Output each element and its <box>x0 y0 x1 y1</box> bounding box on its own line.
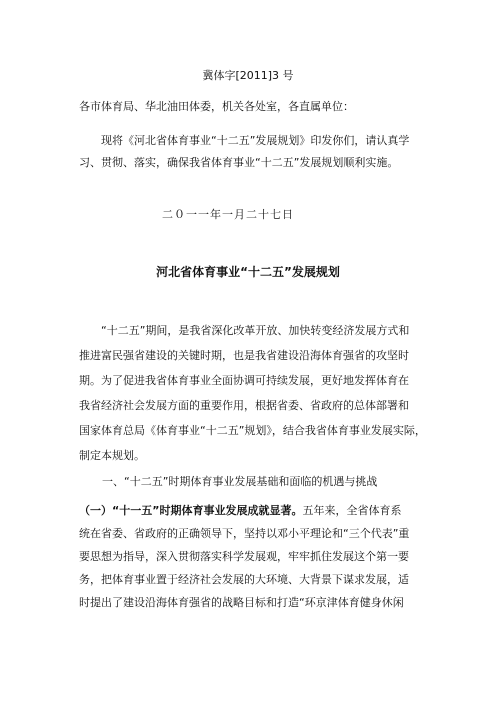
notice-line: 现将《河北省体育事业“十二五”发展规划》印发你们，请认真学 <box>79 134 410 147</box>
section-heading: 一、“十二五”时期体育事业发展基础和面临的机遇与挑战 <box>102 475 378 488</box>
salutation: 各市体育局、华北油田体委，机关各处室，各直属单位： <box>79 100 354 113</box>
achievement-line: 统在省委、省政府的正确领导下，坚持以邓小平理论和“三个代表”重 <box>79 527 410 540</box>
intro-line: 我省经济社会发展方面的重要作用，根据省委、省政府的总体部署和 <box>79 399 409 412</box>
intro-line: 制定本规划。 <box>79 449 145 462</box>
document-number: 冀体字[2011]3 号 <box>202 69 294 82</box>
achievement-text: 五年来，全省体育系 <box>302 504 402 517</box>
achievement-line: 时提出了建设沿海体育强省的战略目标和打造“环京津体育健身休闲 <box>79 596 404 609</box>
achievement-line: 务，把体育事业置于经济社会发展的大环境、大背景下谋求发展，适 <box>79 573 409 586</box>
intro-paragraph <box>79 318 424 468</box>
achievement-paragraph <box>79 499 424 614</box>
issue-date: 二０一一年一月二十七日 <box>162 208 294 221</box>
achievement-line <box>79 499 424 522</box>
intro-line: 国家体育总局《体育事业“十二五”规划》，结合我省体育事业发展实际， <box>79 424 426 437</box>
intro-line: 期。为了促进我省体育事业全面协调可持续发展，更好地发挥体育在 <box>79 374 409 387</box>
intro-line: “十二五”期间，是我省深化改革开放、加快转变经济发展方式和 <box>79 324 410 337</box>
sub-heading: （一）“十一五”时期体育事业发展成就显著。 <box>79 504 303 517</box>
document-title: 河北省体育事业“十二五”发展规划 <box>156 265 340 279</box>
notice-paragraph <box>79 130 424 174</box>
notice-line: 习、贯彻、落实，确保我省体育事业“十二五”发展规划顺利实施。 <box>79 156 399 169</box>
achievement-line: 要思想为指导，深入贯彻落实科学发展观，牢牢抓住发展这个第一要 <box>79 550 409 563</box>
intro-line: 推进富民强省建设的关键时期，也是我省建设沿海体育强省的攻坚时 <box>79 349 409 362</box>
